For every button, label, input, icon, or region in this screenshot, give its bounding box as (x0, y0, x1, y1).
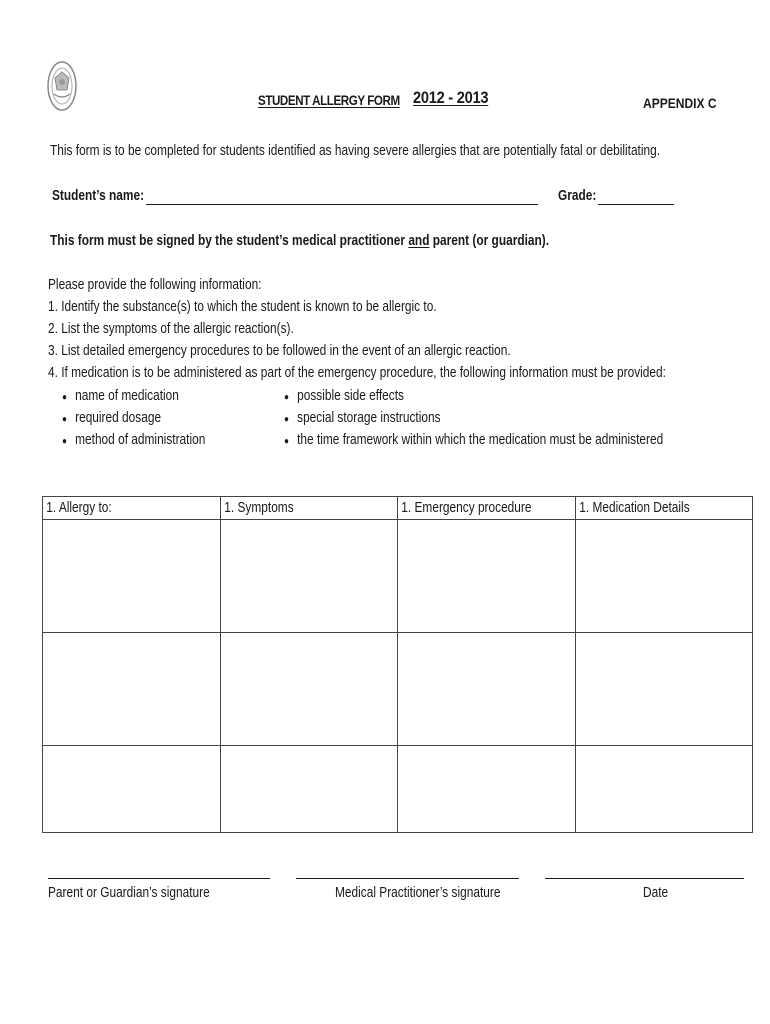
student-name-field[interactable] (146, 204, 538, 205)
instruction-item: 1. Identify the substance(s) to which the student is known to be allergic to. (48, 299, 437, 315)
table-cell[interactable] (220, 633, 398, 746)
grade-field[interactable] (598, 204, 674, 205)
school-year: 2012 - 2013 (413, 88, 489, 107)
signature-notice (50, 234, 549, 249)
bullet-icon: ● (62, 392, 67, 403)
form-title (258, 88, 489, 110)
title-text: STUDENT ALLERGY FORM (258, 93, 400, 108)
table-row (43, 520, 753, 633)
grade-label: Grade: (558, 188, 597, 204)
table-cell[interactable] (575, 633, 753, 746)
table-cell[interactable] (575, 746, 753, 833)
practitioner-signature-label: Medical Practitioner’s signature (335, 885, 501, 901)
bullet-item: ● required dosage (62, 410, 162, 426)
bullet-item: ● special storage instructions (284, 410, 441, 426)
table-cell[interactable] (575, 520, 753, 633)
bullet-item: ● name of medication (62, 388, 179, 404)
signature-notice-after: parent (or guardian). (429, 233, 550, 249)
parent-signature-line[interactable] (48, 878, 270, 879)
table-header-row (43, 497, 753, 520)
instruction-item: 3. List detailed emergency procedures to be followed in the event of an allergic reaction. (48, 343, 511, 359)
student-name-label: Student’s name: (52, 188, 145, 204)
bullet-icon: ● (62, 436, 67, 447)
header-symptoms: 1. Symptoms (220, 497, 398, 520)
bullet-icon: ● (62, 414, 67, 425)
table-cell[interactable] (398, 746, 576, 833)
header-allergy: 1. Allergy to: (43, 497, 221, 520)
instruction-item: 4. If medication is to be administered as part of the emergency procedure, the following information must be provided: (48, 365, 666, 381)
bullet-item: ● the time framework within which the medication must be administered (284, 432, 664, 448)
table-cell[interactable] (398, 633, 576, 746)
signature-notice-before: This form must be signed by the student’s medical practitioner (50, 233, 409, 249)
date-line[interactable] (545, 878, 744, 879)
table-cell[interactable] (398, 520, 576, 633)
allergy-table (42, 496, 753, 833)
parent-signature-label: Parent or Guardian’s signature (48, 885, 210, 901)
practitioner-signature-line[interactable] (296, 878, 519, 879)
header-medication-details: 1. Medication Details (575, 497, 753, 520)
table-row (43, 633, 753, 746)
bullet-icon: ● (284, 392, 289, 403)
date-label: Date (643, 885, 669, 901)
table-cell[interactable] (43, 520, 221, 633)
bullet-item: ● possible side effects (284, 388, 404, 404)
bullet-icon: ● (284, 436, 289, 447)
table-cell[interactable] (220, 520, 398, 633)
table-row (43, 746, 753, 833)
signature-notice-and: and (408, 233, 430, 249)
table-cell[interactable] (220, 746, 398, 833)
header-emergency-procedure: 1. Emergency procedure (398, 497, 576, 520)
bullet-item: ● method of administration (62, 432, 206, 448)
table-cell[interactable] (43, 746, 221, 833)
instructions-heading: Please provide the following information: (48, 277, 262, 293)
instruction-item: 2. List the symptoms of the allergic reaction(s). (48, 321, 294, 337)
table-cell[interactable] (43, 633, 221, 746)
intro-text: This form is to be completed for students identified as having severe allergies that are potentially fatal or debilitating. (50, 143, 661, 159)
school-district-seal-icon (46, 60, 78, 112)
appendix-label: APPENDIX C (643, 95, 717, 111)
bullet-icon: ● (284, 414, 289, 425)
